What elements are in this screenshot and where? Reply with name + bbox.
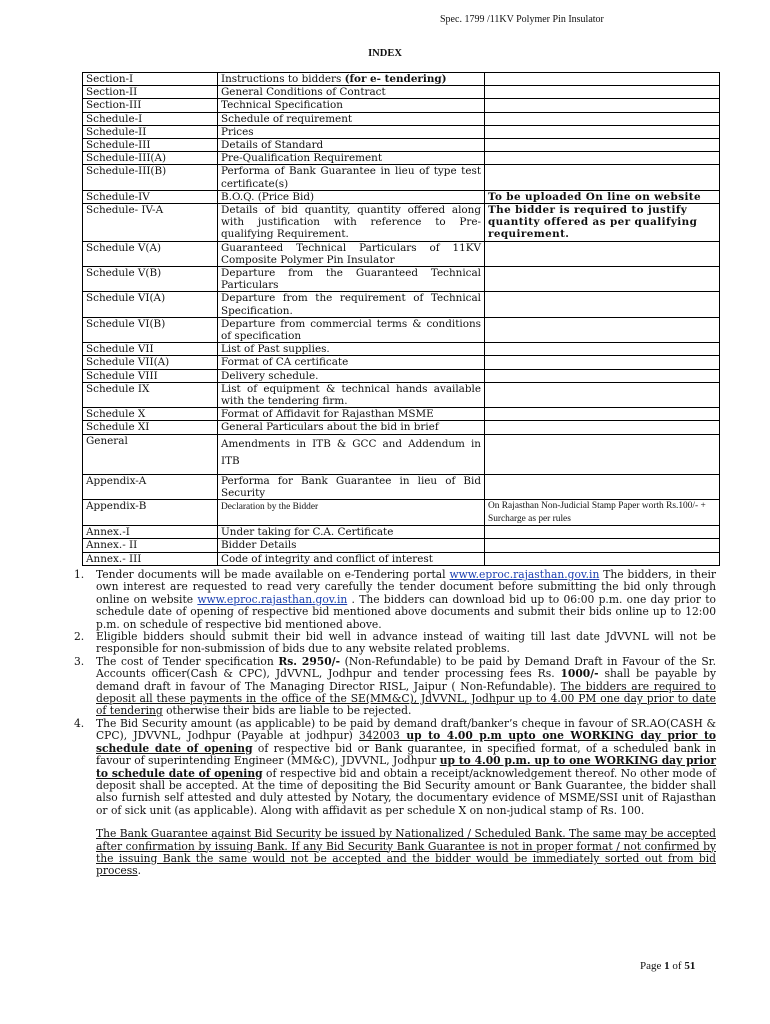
section-cell: Schedule V(A) [83,241,218,266]
description-text: Technical Specification [221,99,343,112]
description-cell [218,292,485,317]
page-total: 51 [684,960,696,972]
table-row [83,356,720,369]
description-cell [218,241,485,266]
remarks-cell [485,539,720,552]
section-cell: Schedule VI(A) [83,292,218,317]
section-cell: Schedule IX [83,382,218,407]
note-number: 3. [74,654,85,668]
remarks-cell [485,125,720,138]
description-text: Details of Standard [221,139,324,152]
description-cell [218,369,485,382]
description-cell [218,343,485,356]
section-cell: Schedule-III(A) [83,152,218,165]
remarks-cell [485,152,720,165]
description-emphasis: (for e- tendering) [344,73,447,85]
description-cell [218,267,485,292]
description-cell [218,408,485,421]
section-cell: Annex.- II [83,539,218,552]
note-text: (Non-Refundable) to be paid by Demand Draft in Favour of the Sr. Accounts officer(Cash & CPC), JdVVNL, Jodhpur and tender processing fees Rs. [96,654,716,681]
description-text: B.O.Q. (Price Bid) [221,190,315,203]
note-text-underlined: The Bank Guarantee against Bid Security be issued by Nationalized / Scheduled Bank. The same may be accepted after confirmation by issuing Bank. If any Bid Security Bank Guarantee is not in proper format / not confirmed by the issuing Bank the same would not be accepted and the bidder would be immediately sorted out from bid process [96,827,716,878]
table-row [83,539,720,552]
description-cell [218,434,485,474]
note-text: of respective bid or Bank guarantee, in specified format, of a scheduled bank in favour of superintending Engineer (MM&C), JDVVNL, Jodhpur [96,741,716,768]
description-text: General Conditions of Contract [221,86,386,99]
description-text: Prices [221,125,254,138]
description-cell [218,112,485,125]
page-label: Page [640,960,665,972]
eproc-link[interactable]: www.eproc.rajasthan.gov.in [197,592,348,606]
section-cell: Schedule-III [83,139,218,152]
remarks-cell [485,165,720,190]
section-cell: Schedule- IV-A [83,204,218,242]
note-text: . The bidders can download bid up to 06:00 p.m. one day prior to schedule date of opening of respective bid mentioned above documents and submit their bids online up to 12:00 p.m. on schedule of respective bid mentioned above. [96,592,716,631]
description-text: Performa of Bank Guarantee in lieu of type test certificate(s) [221,165,481,190]
section-cell: Appendix-A [83,474,218,499]
description-text: Guaranteed Technical Particulars of 11KV Composite Polymer Pin Insulator [221,241,481,266]
remarks-cell [485,317,720,342]
remarks-cell [485,99,720,112]
remarks-cell [485,292,720,317]
description-cell [218,552,485,565]
description-cell [218,382,485,407]
table-row [83,125,720,138]
table-row [83,139,720,152]
note-text: Eligible bidders should submit their bid well in advance instead of waiting till last date JdVVNL will not be responsible for non-submission of bids due to any website related problems. [96,630,716,656]
of-label: of [669,960,685,972]
remarks-cell [485,86,720,99]
note-number: 2. [74,630,85,644]
description-text: Pre-Qualification Requirement [221,152,382,165]
remarks-cell [485,408,720,421]
deadline-text: up to 4.00 p.m. up to one WORKING day prior to schedule date of opening [96,754,716,780]
description-cell [218,99,485,112]
description-cell [218,421,485,434]
description-cell [218,204,485,242]
remarks-cell [485,434,720,474]
page-number: 1 [664,960,670,972]
remarks-cell [485,500,720,526]
table-row [83,292,720,317]
table-row [83,434,720,474]
section-cell: Schedule VIII [83,369,218,382]
note-1 [74,568,716,631]
table-row [83,474,720,499]
remarks-text: To be uploaded On line on website [488,190,702,203]
note-text: otherwise their bids are liable to be rejected. [162,704,412,718]
remarks-cell [485,474,720,499]
description-text: Departure from commercial terms & conditions of specification [221,317,481,343]
note-number: 4. [74,716,85,730]
section-cell: Annex.- III [83,552,218,565]
note-text: The cost of Tender specification [96,654,279,668]
description-text: Schedule of requirement [221,112,353,125]
note-text: The bidders, in their own interest are requested to read very carefully the tender document before submitting the bid only through online on website [96,568,716,606]
description-cell [218,152,485,165]
remarks-cell [485,241,720,266]
index-table [82,72,720,566]
eproc-link[interactable]: www.eproc.rajasthan.gov.in [449,568,600,581]
description-text: Code of integrity and conflict of interest [221,552,433,565]
table-row [83,408,720,421]
description-cell [218,474,485,499]
description-text: Amendments in ITB & GCC and Addendum in ITB [221,437,481,467]
deadline-text: up to 4.00 p.m upto one WORKING day prior to schedule date of opening [96,729,717,755]
description-cell [218,317,485,342]
note-text: Tender documents will be made available on e-Tendering portal [96,568,450,581]
remarks-cell [485,343,720,356]
remarks-cell [485,526,720,539]
description-text: List of equipment & technical hands available with the tendering firm. [221,382,481,408]
table-row [83,99,720,112]
description-text: List of Past supplies. [221,343,330,356]
section-cell: Appendix-B [83,500,218,526]
table-row [83,500,720,526]
description-cell [218,539,485,552]
note-text-underlined: The bidders are required to deposit all these payments in the office of the SE(MM&C), JdVVNL, Jodhpur up to 4.00 PM one day prior to date of tendering [96,679,716,718]
description-text: Details of bid quantity, quantity offered along with justification with reference to Pre-qualifying Requirement. [221,204,481,241]
description-text: Under taking for C.A. Certificate [221,526,394,539]
remarks-cell [485,112,720,125]
note-text: of respective bid and obtain a receipt/acknowledgement thereof. No other mode of deposit shall be accepted. At the time of depositing the Bid Security amount or Bank Guarantee, the bidder shall also furnish self attested and duly attested by Notary, the documentary evidence of MSME/SSI unit of Rajasthan or of sick unit (as applicable). Along with affidavit as per schedule X on non-judical stamp of Rs. 100. [96,766,716,817]
section-cell: Annex.-I [83,526,218,539]
pin-code: 342003 [359,729,400,743]
description-cell [218,165,485,190]
section-cell: Schedule VII(A) [83,356,218,369]
table-row [83,204,720,242]
description-cell [218,73,485,86]
instructions-block [74,568,717,878]
description-text: Departure from the Guaranteed Technical Particulars [221,267,481,292]
remarks-cell [485,382,720,407]
tender-cost: Rs. 2950/- [278,654,341,668]
page-footer [640,960,695,972]
table-row [83,317,720,342]
remarks-cell [485,73,720,86]
note-text: shall be payable by demand draft in favour of The Managing Director RISL, Jaipur ( Non-Refundable). [96,667,716,693]
table-row [83,369,720,382]
table-row [83,241,720,266]
table-row [83,86,720,99]
section-cell: Schedule VII [83,343,218,356]
section-cell: Section-II [83,86,218,99]
note-text: . [137,864,142,878]
description-text: Performa for Bank Guarantee in lieu of Bid Security [221,474,481,499]
section-cell: Section-I [83,73,218,86]
spec-header: Spec. 1799 /11KV Polymer Pin Insulator [440,14,604,25]
remarks-cell [485,356,720,369]
description-text: Declaration by the Bidder [221,502,319,513]
description-text: Instructions to bidders [221,73,345,85]
section-cell: Schedule XI [83,421,218,434]
description-text: General Particulars about the bid in brief [221,421,439,434]
note-text: The Bid Security amount (as applicable) to be paid by demand draft/banker’s cheque in favour of SR.AO(CASH & CPC), JDVVNL, Jodhpur (Payable at jodhpur) [96,716,716,743]
note-3 [74,654,716,718]
section-cell: Schedule-II [83,125,218,138]
description-text: Departure from the requirement of Technical Specification. [221,292,481,317]
description-cell [218,125,485,138]
description-text: Bidder Details [221,539,297,552]
description-cell [218,86,485,99]
section-cell: Schedule X [83,408,218,421]
section-cell: Schedule-I [83,112,218,125]
table-row [83,382,720,407]
remarks-cell [485,139,720,152]
table-row [83,421,720,434]
index-title: INDEX [368,48,402,59]
section-cell: Schedule V(B) [83,267,218,292]
description-cell [218,190,485,203]
description-text: Format of Affidavit for Rajasthan MSME [221,408,434,421]
bank-guarantee-note [96,828,716,878]
description-cell [218,139,485,152]
description-cell [218,356,485,369]
table-row [83,190,720,203]
section-cell: Schedule-IV [83,190,218,203]
description-text: Format of CA certificate [221,356,349,369]
note-number: 1. [74,568,85,581]
table-row [83,112,720,125]
description-cell [218,500,485,526]
remarks-text: On Rajasthan Non-Judicial Stamp Paper worth Rs.100/- + Surcharge as per rules [488,501,706,524]
table-row [83,267,720,292]
table-row [83,73,720,86]
remarks-cell [485,267,720,292]
remarks-cell [485,552,720,565]
table-row [83,343,720,356]
table-row [83,152,720,165]
table-row [83,165,720,190]
note-4 [74,716,717,817]
remarks-cell [485,204,720,242]
table-row [83,552,720,565]
remarks-text: The bidder is required to justify quantity offered as per qualifying requirement. [488,204,698,241]
section-cell: General [83,434,218,474]
description-cell [218,526,485,539]
remarks-cell [485,190,720,203]
note-2 [74,630,716,656]
section-cell: Schedule-III(B) [83,165,218,190]
processing-fee: 1000/- [560,667,599,681]
remarks-cell [485,369,720,382]
section-cell: Section-III [83,99,218,112]
section-cell: Schedule VI(B) [83,317,218,342]
table-row [83,526,720,539]
description-text: Delivery schedule. [221,369,319,382]
remarks-cell [485,421,720,434]
